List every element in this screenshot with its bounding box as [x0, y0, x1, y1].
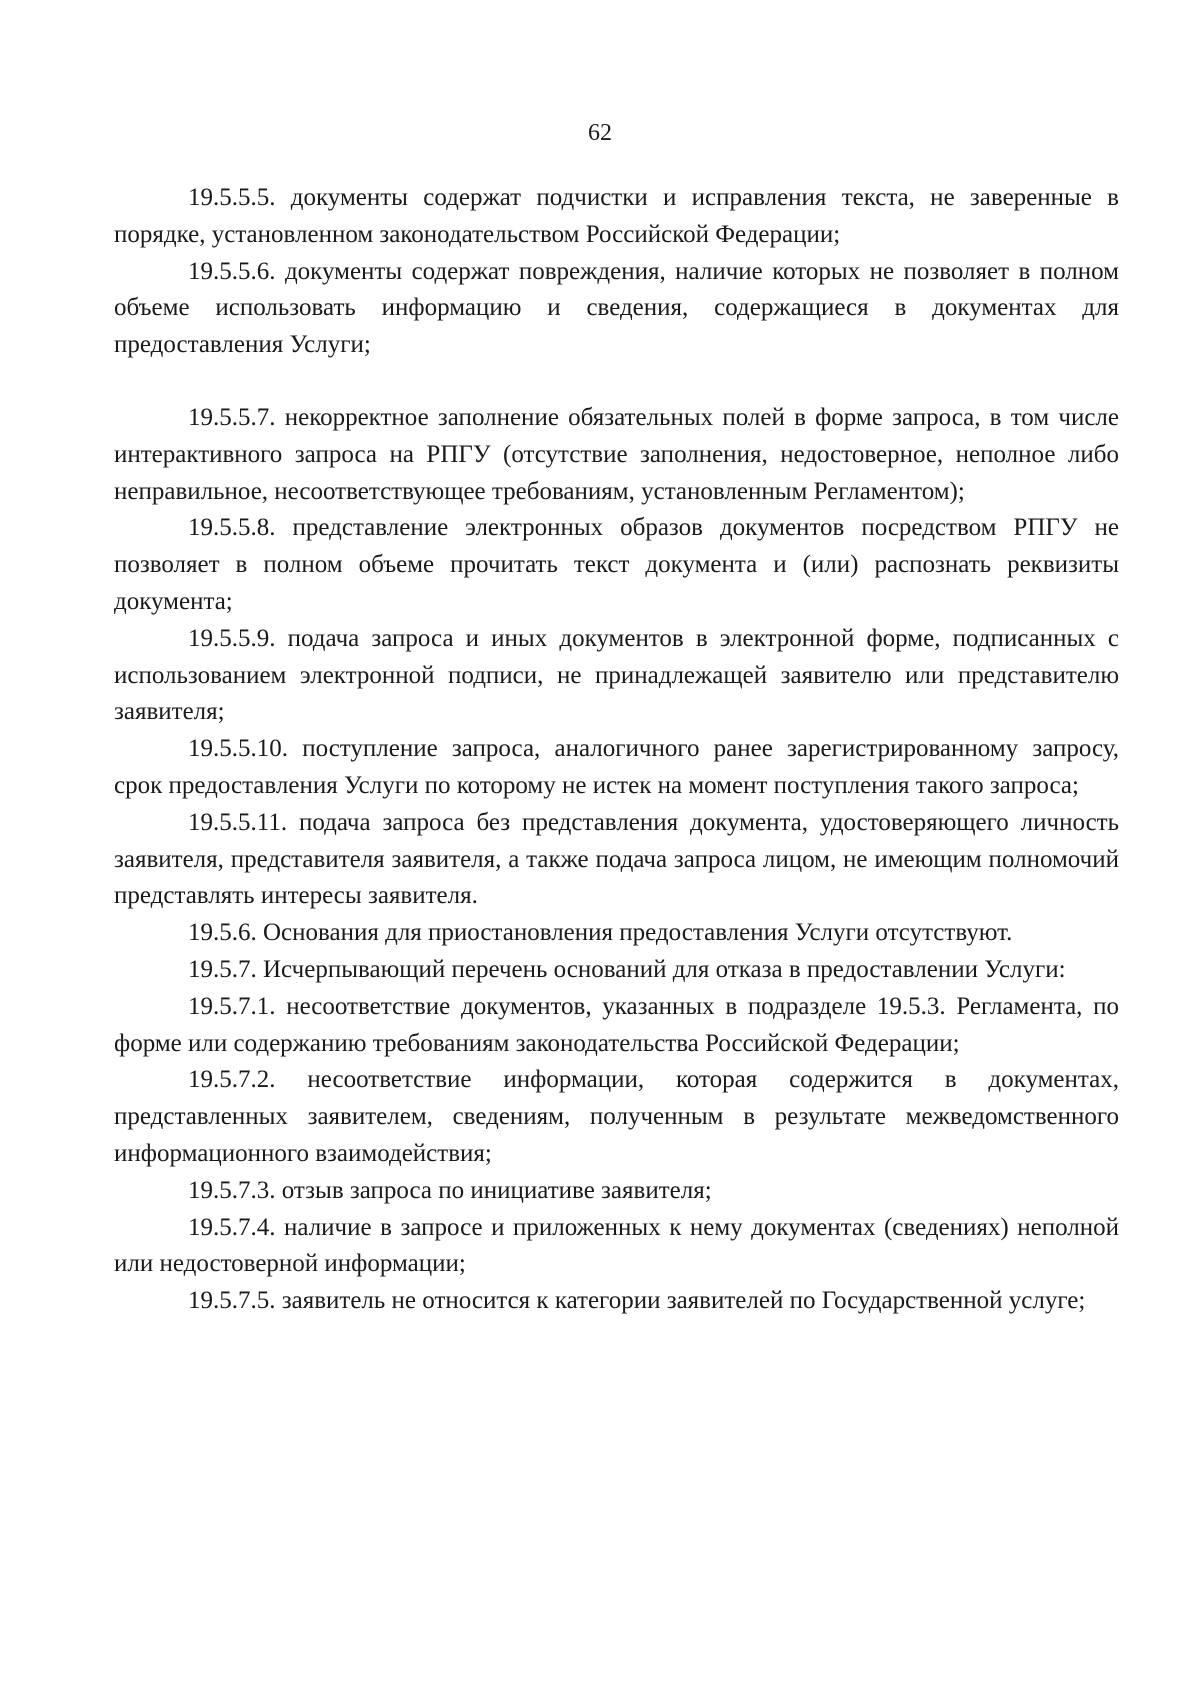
paragraph-19-5-5-11: 19.5.5.11. подача запроса без представления документа, удостоверяющего личность заявителя, представителя заявителя, а также подача запроса лицом, не имеющим полномочий представлять интересы заявителя.	[114, 808, 1119, 910]
paragraph-19-5-7-3: 19.5.7.3. отзыв запроса по инициативе заявителя;	[188, 1176, 712, 1204]
paragraph-19-5-5-8: 19.5.5.8. представление электронных образов документов посредством РПГУ не позволяет в полном объеме прочитать текст документа и (или) распознать реквизиты документа;	[114, 514, 1119, 615]
paragraph-19-5-5-9: 19.5.5.9. подача запроса и иных документов в электронной форме, подписанных с использованием электронной подписи, не принадлежащей заявителю или представителю заявителя;	[114, 624, 1119, 726]
document-body	[114, 180, 1119, 1320]
paragraph-19-5-6: 19.5.6. Основания для приостановления предоставления Услуги отсутствуют.	[188, 919, 1013, 947]
paragraph-19-5-5-5: 19.5.5.5. документы содержат подчистки и исправления текста, не заверенные в порядке, установленном законодательством Российской Федерации;	[114, 184, 1119, 248]
paragraph-19-5-7-1: 19.5.7.1. несоответствие документов, указанных в подразделе 19.5.3. Регламента, по форме или содержанию требованиям законодательства Российской Федерации;	[114, 992, 1119, 1057]
page-number: 62	[588, 120, 612, 146]
paragraph-19-5-7-5: 19.5.7.5. заявитель не относится к категории заявителей по Государственной услуге;	[188, 1287, 1086, 1315]
paragraph-19-5-5-6: 19.5.5.6. документы содержат повреждения, наличие которых не позволяет в полном объеме использовать информацию и сведения, содержащиеся в документах для предоставления Услуги;	[114, 257, 1119, 359]
paragraph-19-5-7-4: 19.5.7.4. наличие в запросе и приложенных к нему документах (сведениях) неполной или недостоверной информации;	[114, 1213, 1119, 1278]
paragraph-19-5-7-2: 19.5.7.2. несоответствие информации, которая содержится в документах, представленных заявителем, сведениям, полученным в результате межведомственного информационного взаимодействия;	[114, 1066, 1119, 1167]
paragraph-19-5-7: 19.5.7. Исчерпывающий перечень оснований для отказа в предоставлении Услуги:	[188, 955, 1066, 983]
paragraph-19-5-5-10: 19.5.5.10. поступление запроса, аналогичного ранее зарегистрированному запросу, срок предоставления Услуги по которому не истек на момент поступления такого запроса;	[114, 735, 1119, 799]
paragraph-19-5-5-7: 19.5.5.7. некорректное заполнение обязательных полей в форме запроса, в том числе интерактивного запроса на РПГУ (отсутствие заполнения, недостоверное, неполное либо неправильное, несоответствующее требованиям, установленным Регламентом);	[114, 403, 1119, 505]
